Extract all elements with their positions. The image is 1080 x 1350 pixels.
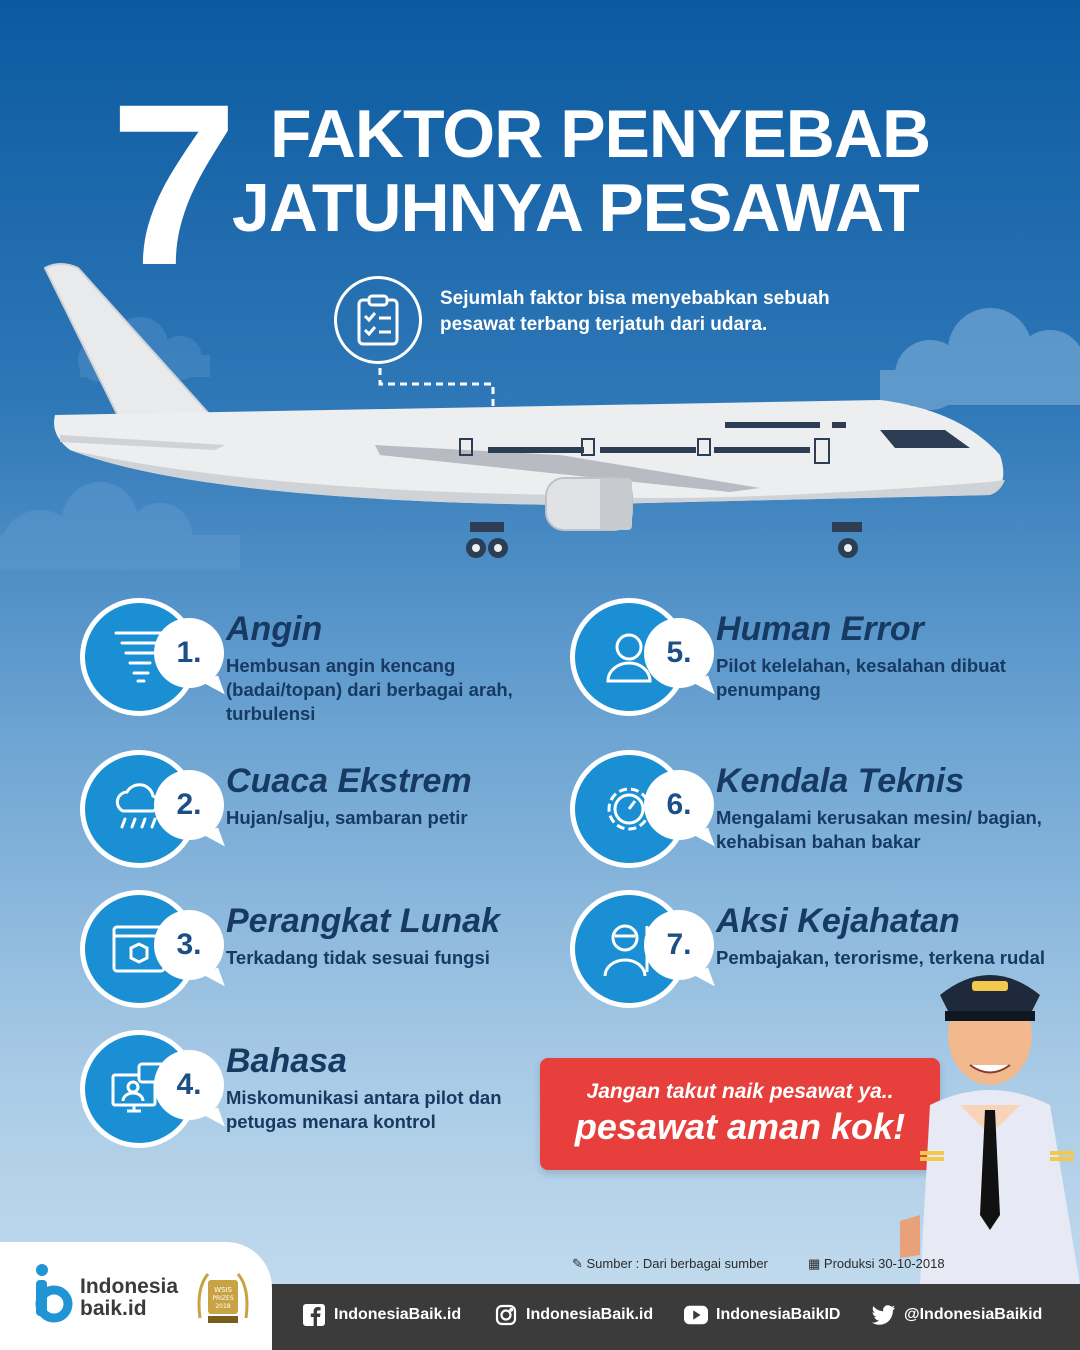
social-youtube[interactable]: IndonesiaBaikID	[684, 1303, 840, 1327]
number-badge: 6.	[644, 770, 714, 840]
pilot-illustration	[900, 955, 1080, 1285]
factor-item-3	[80, 890, 560, 1030]
factor-description: Pembajakan, terorisme, terkena rudal	[716, 947, 1046, 968]
factor-title: Human Error	[716, 610, 924, 648]
wsis-award-icon	[194, 1268, 252, 1330]
indonesiabaik-logo-icon	[30, 1262, 76, 1324]
factor-description: Hujan/salju, sambaran petir	[226, 807, 468, 828]
factor-title: Angin	[226, 610, 323, 648]
social-twitter[interactable]: @IndonesiaBaikid	[872, 1303, 1042, 1327]
svg-text:PRIZES: PRIZES	[212, 1295, 234, 1302]
cloud-right	[880, 308, 1080, 410]
factor-title: Kendala Teknis	[716, 762, 965, 800]
instagram-icon	[494, 1303, 518, 1327]
factor-description: Hembusan angin kencang (badai/topan) dari berbagai arah, turbulensi	[226, 655, 513, 725]
svg-text:2018: 2018	[215, 1303, 231, 1310]
number-badge: 4.	[154, 1050, 224, 1120]
factor-description: Terkadang tidak sesuai fungsi	[226, 947, 490, 968]
factor-item-1	[80, 598, 560, 738]
pin-icon: ✎	[572, 1256, 587, 1271]
production-date: ▦ Produksi 30-10-2018	[808, 1256, 945, 1271]
factor-title: Bahasa	[226, 1042, 347, 1080]
title-line-1: FAKTOR PENYEBAB	[270, 96, 931, 172]
reassurance-banner	[540, 1058, 940, 1170]
factor-item-2	[80, 750, 560, 890]
number-badge: 7.	[644, 910, 714, 980]
svg-text:WSIS: WSIS	[214, 1286, 232, 1294]
calendar-icon: ▦	[808, 1256, 824, 1271]
twitter-icon	[872, 1303, 896, 1327]
banner-line-1: Jangan takut naik pesawat ya..	[586, 1080, 894, 1103]
title-number: 7	[110, 56, 232, 313]
factor-description: Mengalami kerusakan mesin/ bagian, kehabisan bahan bakar	[716, 807, 1042, 853]
number-badge: 2.	[154, 770, 224, 840]
clipboard-checklist-icon	[334, 276, 422, 364]
brand-name: Indonesia baik.id	[80, 1275, 179, 1321]
social-instagram[interactable]: IndonesiaBaik.id	[494, 1303, 653, 1327]
page-title	[232, 96, 931, 246]
social-facebook[interactable]: IndonesiaBaik.id	[302, 1303, 461, 1327]
factor-title: Cuaca Ekstrem	[226, 762, 472, 800]
factor-description: Miskomunikasi antara pilot dan petugas menara kontrol	[226, 1087, 502, 1133]
number-badge: 1.	[154, 618, 224, 688]
factor-item-4	[80, 1030, 560, 1170]
factor-title: Perangkat Lunak	[226, 902, 500, 940]
youtube-icon	[684, 1303, 708, 1327]
factor-item-5	[570, 598, 1050, 738]
factor-description: Pilot kelelahan, kesalahan dibuat penumpang	[716, 655, 1006, 701]
intro-text: Sejumlah faktor bisa menyebabkan sebuah pesawat terbang terjatuh dari udara.	[440, 288, 830, 335]
title-line-2: JATUHNYA PESAWAT	[232, 170, 919, 246]
factor-item-6	[570, 750, 1050, 890]
cloud-left	[0, 482, 240, 570]
number-badge: 5.	[644, 618, 714, 688]
factor-title: Aksi Kejahatan	[716, 902, 960, 940]
source-label: ✎ Sumber : Dari berbagai sumber	[572, 1256, 768, 1271]
number-badge: 3.	[154, 910, 224, 980]
banner-line-2: pesawat aman kok!	[574, 1106, 906, 1147]
facebook-icon	[302, 1303, 326, 1327]
